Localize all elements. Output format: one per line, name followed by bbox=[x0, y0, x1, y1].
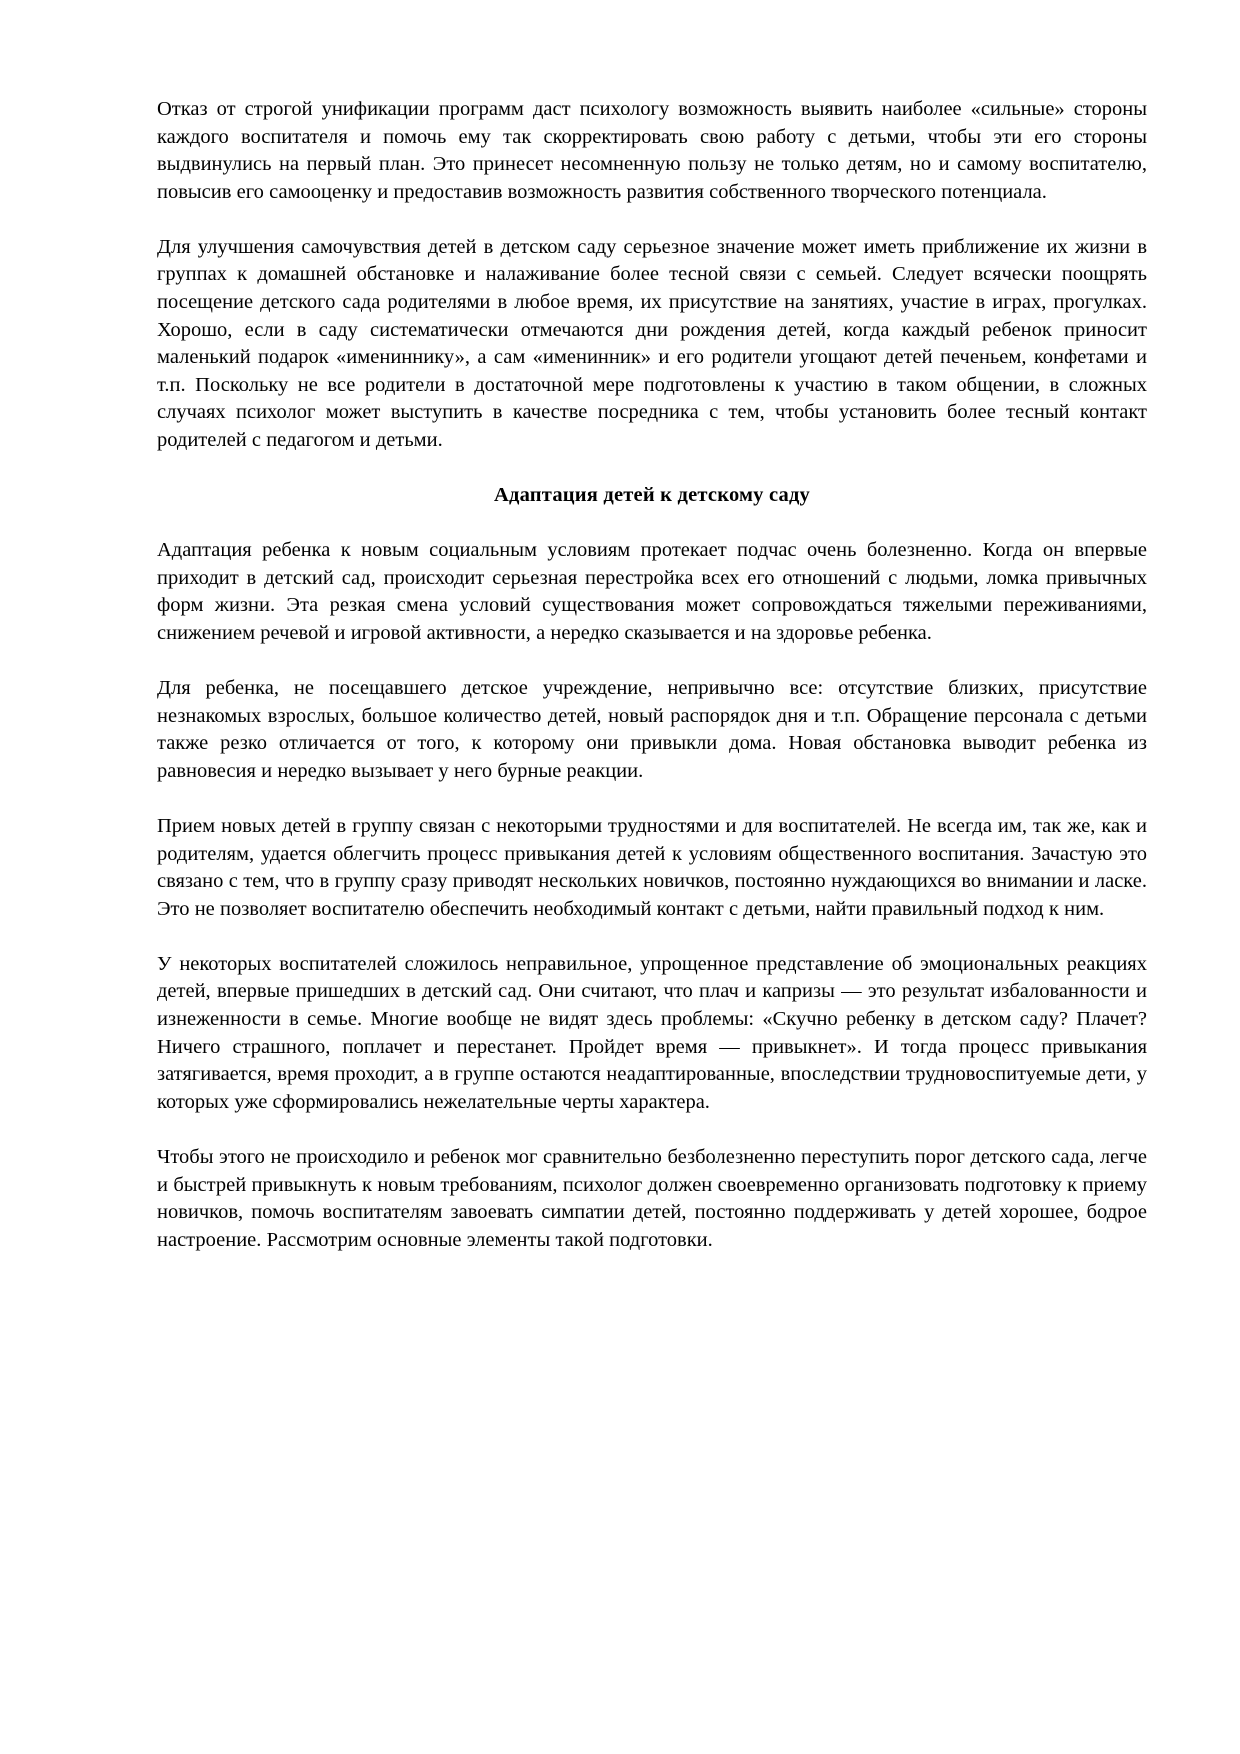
paragraph-3: Адаптация ребенка к новым социальным условиям протекает подчас очень болезненно. Когда он впервые приходит в детский сад, происходит серьезная перестройка всех его отношений с людьми, ломка привычных форм жизни. Эта резкая смена условий существования может сопровождаться тяжелыми переживаниями, снижением речевой и игровой активности, а нередко сказывается и на здоровье ребенка. bbox=[157, 539, 1147, 644]
paragraph-1: Отказ от строгой унификации программ даст психологу возможность выявить наиболее «сильные» стороны каждого воспитателя и помочь ему так скорректировать свою работу с детьми, чтобы эти его стороны выдвинулись на первый план. Это принесет несомненную пользу не только детям, но и самому воспитателю, повысив его самооценку и предоставив возможность развития собственного творческого потенциала. bbox=[157, 98, 1147, 203]
paragraph-5: Прием новых детей в группу связан с некоторыми трудностями и для воспитателей. Не всегда им, так же, как и родителям, удается облегчить процесс привыкания детей к условиям общественного воспитания. Зачастую это связано с тем, что в группу сразу приводят нескольких новичков, постоянно нуждающихся во внимании и ласке. Это не позволяет воспитателю обеспечить необходимый контакт с детьми, найти правильный подход к ним. bbox=[157, 814, 1147, 920]
paragraph-7: Чтобы этого не происходило и ребенок мог сравнительно безболезненно переступить порог детского сада, легче и быстрей привыкнуть к новым требованиям, психолог должен своевременно организовать подготовку к приему новичков, помочь воспитателям завоевать симпатии детей, постоянно поддерживать у детей хорошее, бодрое настроение. Рассмотрим основные элементы такой подготовки. bbox=[157, 1145, 1147, 1251]
page-text-column bbox=[157, 96, 1147, 1254]
paragraph-2: Для улучшения самочувствия детей в детском саду серьезное значение может иметь приближение их жизни в группах к домашней обстановке и налаживание более тесной связи с семьей. Следует всячески поощрять посещение детского сада родителями в любое время, их присутствие на занятиях, участие в играх, прогулках. Хорошо, если в саду систематически отмечаются дни рождения детей, когда каждый ребенок приносит маленький подарок «имениннику», а сам «именинник» и его родители угощают детей печеньем, конфетами и т.п. Поскольку не все родители в достаточной мере подготовлены к участию в таком общении, в сложных случаях психолог может выступить в качестве посредника с тем, чтобы установить более тесный контакт родителей с педагогом и детьми. bbox=[157, 235, 1147, 452]
paragraph-4: Для ребенка, не посещавшего детское учреждение, непривычно все: отсутствие близких, присутствие незнакомых взрослых, большое количество детей, новый распорядок дня и т.п. Обращение персонала с детьми также резко отличается от того, к которому они привыкли дома. Новая обстановка выводит ребенка из равновесия и нередко вызывает у него бурные реакции. bbox=[157, 677, 1147, 782]
paragraph-6: У некоторых воспитателей сложилось неправильное, упрощенное представление об эмоциональных реакциях детей, впервые пришедших в детский сад. Они считают, что плач и капризы — это результат избалованности и изнеженности в семье. Многие вообще не видят здесь проблемы: «Скучно ребенку в детском саду? Плачет? Ничего страшного, поплачет и перестанет. Пройдет время — привыкнет». И тогда процесс привыкания затягивается, время проходит, а в группе остаются неадаптированные, впоследствии трудновоспитуемые дети, у которых уже сформировались нежелательные черты характера. bbox=[157, 952, 1147, 1113]
section-heading-adaptation: Адаптация детей к детскому саду bbox=[494, 484, 810, 507]
